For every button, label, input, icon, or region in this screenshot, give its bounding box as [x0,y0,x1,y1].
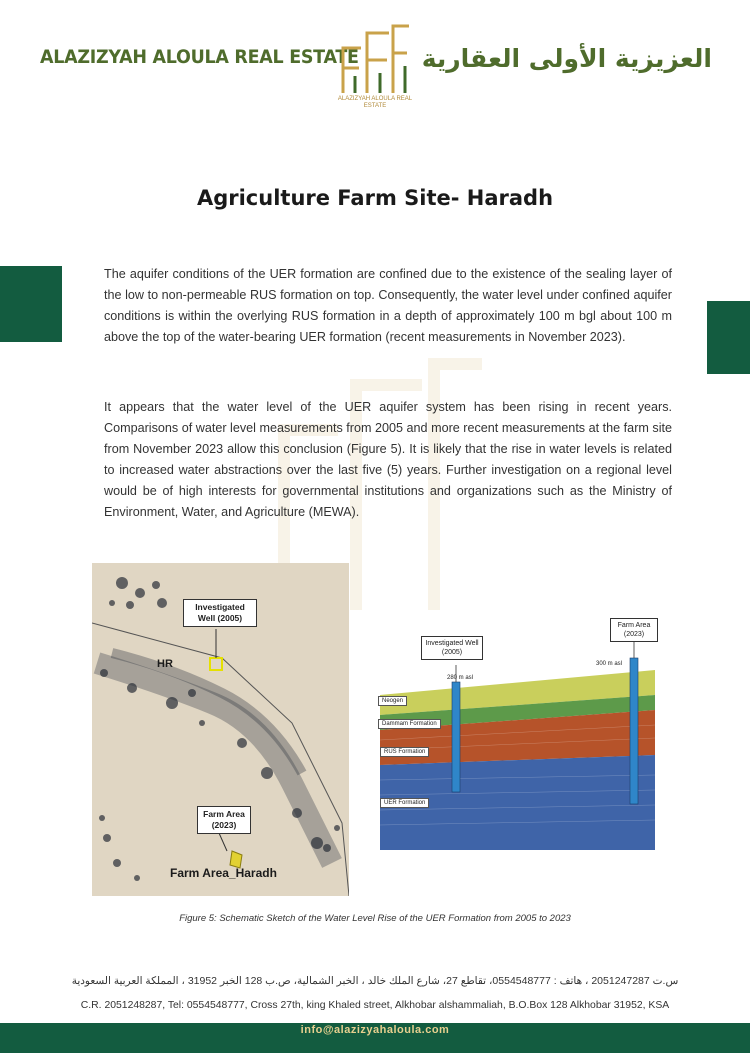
map-farm-callout: Farm Area (2023) [197,806,251,834]
map-well-label: HR [157,658,173,670]
footer-email-link[interactable]: info@alazizyahaloula.com [300,1024,450,1036]
layer-label-neogen: Neogen [378,696,407,706]
map-well-callout: Investigated Well (2005) [183,599,257,627]
map-farm-label: Farm Area_Haradh [170,866,277,880]
decorative-bar-right [707,301,750,374]
cross-section-diagram [360,610,660,910]
footer-address-english: C.R. 2051248287, Tel: 0554548777, Cross 27th, king Khaled street, Alkhobar alshammaliah, B.O.Box 128 Alkhobar 31952, KSA [80,1000,670,1011]
section-well-box: Investigated Well (2005) [421,636,483,660]
figure-caption: Figure 5: Schematic Sketch of the Water Level Rise of the UER Formation from 2005 to 2023 [179,913,571,924]
decorative-bar-left [0,266,62,342]
layer-label-rus: RUS Formation [380,747,429,757]
paragraph-1: The aquifer conditions of the UER formation are confined due to the existence of the sealing layer of the low to non-permeable RUS formation on top. Consequently, the water level under confined aquifer conditions is within the overlying RUS formation in a depth of approximately 100 m bgl about 100 m above the top of the water-bearing UER formation (recent measurements in November 2023). [104,267,672,344]
brand-name-english: ALAZIZYAH ALOULA REAL ESTATE [40,46,359,68]
layer-label-dammam: Dammam Formation [378,719,441,729]
layer-label-uer: UER Formation [380,798,429,808]
farm-elevation-label: 300 m asl [596,661,623,667]
logo-caption: ALAZIZYAH ALOULA REAL ESTATE [337,96,413,109]
paragraph-2: It appears that the water level of the UER aquifer system has been rising in recent years. Comparisons of water level measurements from 2005 and more recent measurements at the farm site from November 2023 allow this conclusion (Figure 5). It is likely that the rise in water levels is related to increased water abstractions over the last five (5) years. Further investigation on a regional level would be of high interests for governmental institutions and organizations such as the Ministry of Environment, Water, and Agriculture (MEWA). [104,400,672,519]
footer-address-arabic: س.ت 2051247287 ، هاتف : 0554548777، تقاطع 27، شارع الملك خالد ، الخبر الشمالية، ص.ب 128 الخبر 31952 ، المملكة العربية السعودية [71,975,679,987]
brand-name-arabic: العزيزية الأولى العقارية [421,44,712,73]
section-farm-box: Farm Area (2023) [610,618,658,642]
well-elevation-label: 280 m asl [447,675,474,681]
page-title: Agriculture Farm Site- Haradh [196,186,554,210]
